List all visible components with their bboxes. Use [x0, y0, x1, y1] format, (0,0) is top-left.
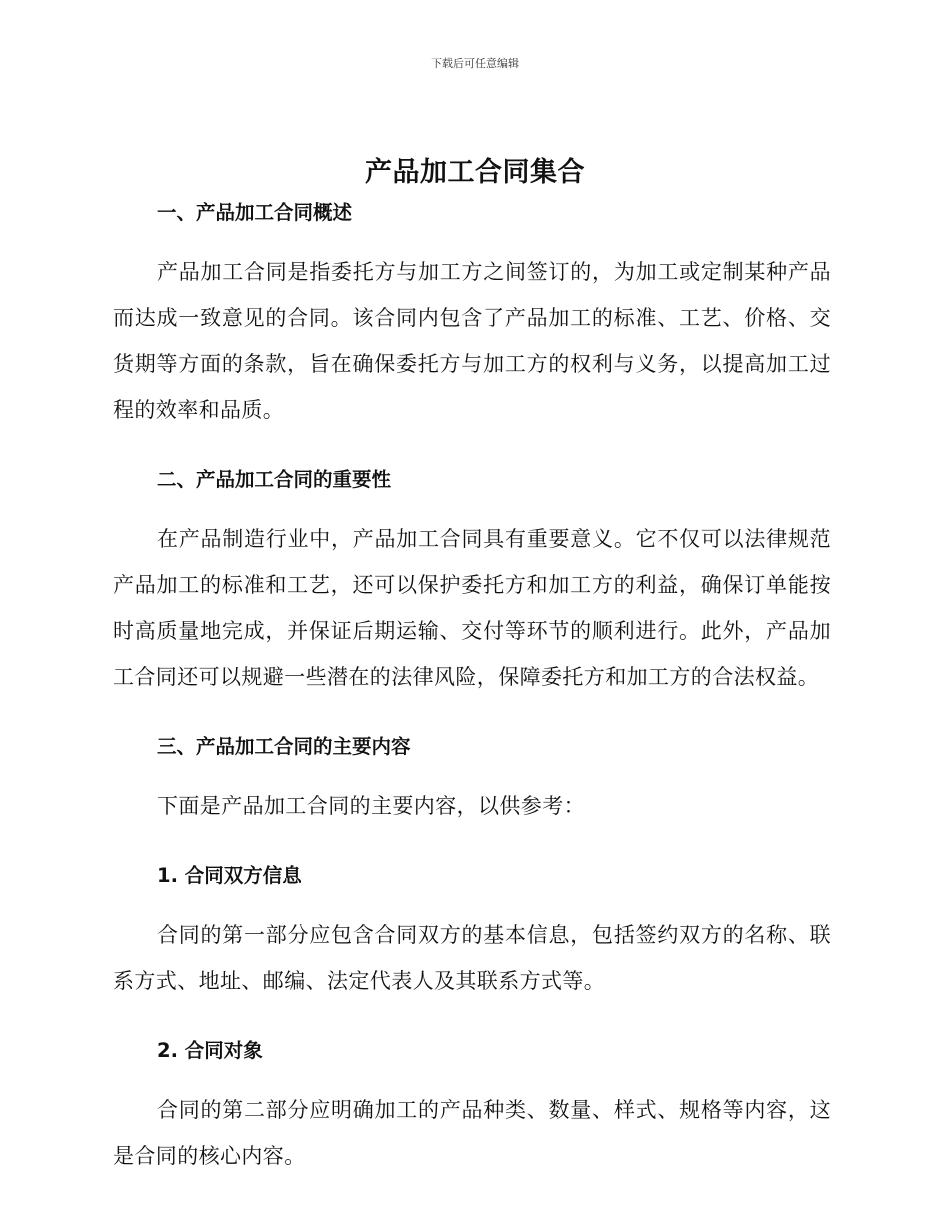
section-heading-main-content: 三、产品加工合同的主要内容	[157, 735, 411, 758]
subsection-heading-object: 2. 合同对象	[157, 1039, 263, 1062]
section-heading-overview: 一、产品加工合同概述	[157, 201, 353, 224]
subsection-paragraph-object: 合同的第二部分应明确加工的产品种类、数量、样式、规格等内容，这是合同的核心内容。	[113, 1098, 831, 1168]
section-paragraph-overview: 产品加工合同是指委托方与加工方之间签订的，为加工或定制某种产品而达成一致意见的合同。该合同内包含了产品加工的标准、工艺、价格、交货期等方面的条款，旨在确保委托方与加工方的权利与义务，以提高加工过程的效率和品质。	[113, 260, 831, 422]
subsection-paragraph-parties: 合同的第一部分应包含合同双方的基本信息，包括签约双方的名称、联系方式、地址、邮编、法定代表人及其联系方式等。	[113, 923, 831, 993]
section-paragraph-main-content: 下面是产品加工合同的主要内容，以供参考：	[157, 794, 585, 818]
document-title: 产品加工合同集合	[365, 157, 585, 188]
section-paragraph-importance: 在产品制造行业中，产品加工合同具有重要意义。它不仅可以法律规范产品加工的标准和工艺，还可以保护委托方和加工方的利益，确保订单能按时高质量地完成，并保证后期运输、交付等环节的顺利进行。此外，产品加工合同还可以规避一些潜在的法律风险，保障委托方和加工方的合法权益。	[113, 527, 831, 689]
page-header-note: 下载后可任意编辑	[431, 57, 519, 70]
subsection-heading-parties: 1. 合同双方信息	[157, 864, 302, 887]
document-body	[113, 196, 831, 1179]
section-heading-importance: 二、产品加工合同的重要性	[157, 468, 392, 491]
